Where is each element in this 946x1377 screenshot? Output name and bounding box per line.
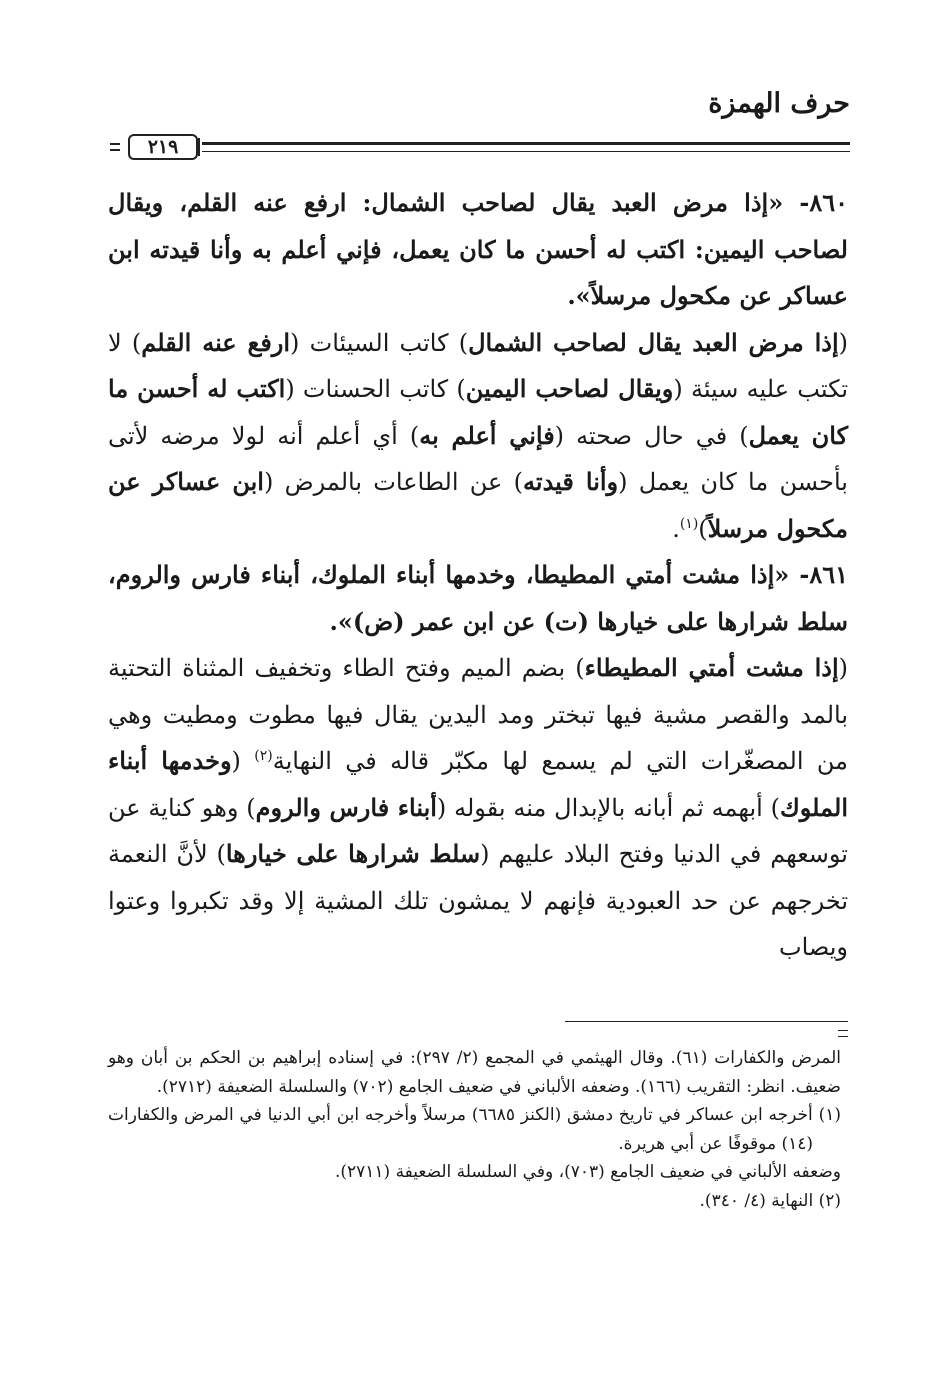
text-run: . [672,514,680,543]
quoted-phrase: اكتب له أحسن ما كان يعمل [108,374,848,450]
quoted-phrase: إذا مرض العبد يقال لصاحب الشمال [468,327,839,357]
footnote-1-continued: وضعفه الألباني في ضعيف الجامع (٧٠٣)، وفي السلسلة الضعيفة (٢٧١١). [334,1162,841,1183]
header-rule [110,134,850,160]
quoted-phrase: أبناء فارس والروم [255,792,437,822]
text-run: ) لأنَّ النعمة تخرجهم عن حد العبودية فإنهم لا يمشون تلك المشية إلا وقد تكبروا وعتوا ويصاب [108,840,848,961]
text-run: ( [838,654,848,682]
main-text [108,180,848,971]
header-double-rule [202,142,850,152]
footnote-2: (٢) النهاية (٤/ ٣٤٠). [699,1190,841,1211]
quoted-phrase: ابن عساكر عن مكحول مرسلاً [108,467,848,543]
text-run: ( [838,328,848,357]
text-run: ) وهو كناية عن توسعهم في الدنيا وفتح البلاد عليهم ( [108,793,848,868]
quoted-phrase: وخدمها أبناء الملوك [108,746,848,822]
footnotes [108,1044,841,1216]
quoted-phrase: فإني أعلم به [419,420,555,450]
footnote-continued: المرض والكفارات (٦١). وقال الهيثمي في المجمع (٢/ ٢٩٧): في إسناده إبراهيم بن الحكم بن أبان وهو ضعيف. انظر: التقريب (١٦٦). وضعفه الألباني في ضعيف الجامع (٧٠٢) والسلسلة الضعيفة (٢٧١٢). [108,1048,841,1097]
hadith-861-text: ٨٦١- «إذا مشت أمتي المطيطا، وخدمها أبناء الملوك، أبناء فارس والروم، سلط شرارها على خيارها (ت) عن ابن عمر (ض)». [108,560,848,636]
quoted-phrase: سلط شرارها على خيارها [225,839,481,868]
quoted-phrase: إذا مشت أمتي المطيطاء [584,653,839,682]
text-run: ) أبهمه ثم أبانه بالإبدال منه بقوله ( [436,793,780,822]
text-run: ) كاتب السيئات ( [290,328,469,357]
footnote-ref-2[interactable]: (٢) [254,748,273,764]
text-run: ) أي أعلم أنه لولا مرضه لأتى بأحسن ما كان يعمل ( [108,421,848,496]
text-run: ) في حال صحته ( [554,421,749,450]
hadith-861 [108,552,848,645]
footnote-separator [565,1021,848,1022]
quoted-phrase: ارفع عنه القلم [141,327,291,357]
commentary-860 [108,320,848,553]
text-run: ) بضم الميم وفتح الطاء وتخفيف المثناة التحتية بالمد والقصر مشية فيها تبختر ومد اليدين يقال فيها مطوت ومطيت وهي من المصغّرات التي لم يسمع لها مكبّر قاله في النهاية [108,654,848,775]
commentary-861 [108,645,848,971]
running-title: حرف الهمزة [708,88,850,119]
text-run: ) كاتب الحسنات ( [285,375,466,403]
text-run: ) لا تكتب عليه سيئة ( [108,328,848,403]
quoted-phrase: وأنا قيدته [523,467,619,496]
text-run: ) عن الطاعات بالمرض ( [263,468,524,496]
page-number: ٢١٩ [128,134,198,160]
text-run: ) [698,514,708,543]
hadith-860-text: ٨٦٠- «إذا مرض العبد يقال لصاحب الشمال: ارفع عنه القلم، ويقال لصاحب اليمين: اكتب له أحسن ما كان يعمل، فإني أعلم به وأنا قيدته ابن عساكر عن مكحول مرسلاً». [108,188,848,310]
footnote-continuation-mark [838,1030,848,1037]
header-rule-end-mark [110,143,120,151]
hadith-860 [108,180,848,320]
footnote-1: (١) أخرجه ابن عساكر في تاريخ دمشق (الكنز ٦٦٨٥) مرسلاً وأخرجه ابن أبي الدنيا في المرض والكفارات (١٤) موقوفًا عن أبي هريرة. [108,1105,841,1154]
text-run: ( [231,747,255,775]
quoted-phrase: ويقال لصاحب اليمين [465,374,674,403]
footnote-ref-1[interactable]: (١) [679,515,699,532]
